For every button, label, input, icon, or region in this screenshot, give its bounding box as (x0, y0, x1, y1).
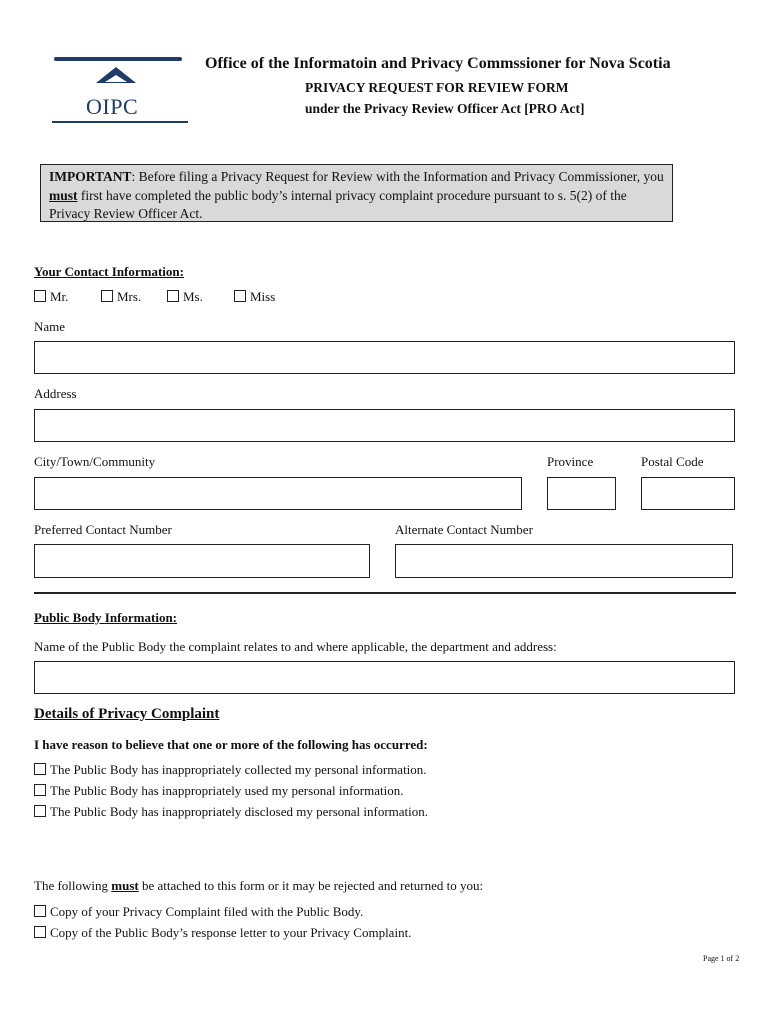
attachments-intro-after: be attached to this form or it may be rejected and returned to you: (138, 878, 484, 893)
checkbox[interactable] (167, 290, 179, 302)
city-label: City/Town/Community (34, 454, 156, 469)
checkbox[interactable] (101, 290, 113, 302)
postal-label: Postal Code (641, 454, 704, 469)
important-label: IMPORTANT (49, 169, 132, 184)
form-title: PRIVACY REQUEST FOR REVIEW FORM (305, 80, 569, 95)
logo-underline (52, 121, 188, 123)
logo-triangle-inner (105, 75, 127, 82)
attachment-complaint[interactable] (34, 904, 363, 920)
option-collected[interactable] (34, 762, 427, 778)
province-field[interactable] (547, 477, 616, 510)
alternate-contact-label: Alternate Contact Number (395, 522, 533, 537)
attachment-complaint-label: Copy of your Privacy Complaint filed with the Public Body. (50, 904, 364, 919)
title-ms-label: Ms. (183, 289, 203, 304)
option-used[interactable] (34, 783, 403, 799)
option-disclosed[interactable] (34, 804, 428, 820)
address-label: Address (34, 386, 77, 401)
attachments-intro-before: The following (34, 878, 112, 893)
important-must: must (49, 187, 78, 203)
public-body-label: Name of the Public Body the complaint relates to and where applicable, the department and address: (34, 639, 557, 654)
details-intro: I have reason to believe that one or more of the following has occurred: (34, 737, 428, 752)
checkbox[interactable] (34, 784, 46, 796)
checkbox[interactable] (34, 805, 46, 817)
logo-text: OIPC (86, 94, 139, 119)
contact-heading: Your Contact Information: (34, 264, 184, 279)
name-field[interactable] (34, 341, 735, 374)
title-mr[interactable] (34, 289, 68, 305)
option-collected-label: The Public Body has inappropriately collected my personal information. (50, 762, 427, 777)
title-mr-label: Mr. (50, 289, 69, 304)
section-divider (34, 592, 736, 594)
act-line: under the Privacy Review Officer Act [PRO Act] (305, 101, 585, 116)
preferred-contact-label: Preferred Contact Number (34, 522, 172, 537)
postal-code-field[interactable] (641, 477, 735, 510)
page-number: Page 1 of 2 (703, 954, 740, 963)
details-heading: Details of Privacy Complaint (34, 706, 220, 722)
important-text-before: : Before filing a Privacy Request for Review with the Information and Privacy Commissioner, you (131, 169, 664, 184)
attachments-intro (34, 878, 483, 894)
alternate-contact-field[interactable] (395, 544, 733, 578)
option-used-label: The Public Body has inappropriately used my personal information. (50, 783, 404, 798)
title-mrs-label: Mrs. (117, 289, 142, 304)
title-mrs[interactable] (101, 289, 141, 305)
province-label: Province (547, 454, 594, 469)
title-miss-label: Miss (250, 289, 276, 304)
logo-bar (54, 57, 182, 61)
attachment-response[interactable] (34, 925, 411, 941)
important-text-after: first have completed the public body’s internal privacy complaint procedure pursuant to s. 5(2) of the Privacy Review Officer Act. (49, 187, 627, 221)
checkbox[interactable] (234, 290, 246, 302)
attachment-response-label: Copy of the Public Body’s response letter to your Privacy Complaint. (50, 925, 412, 940)
checkbox[interactable] (34, 926, 46, 938)
important-notice (40, 164, 673, 222)
address-field[interactable] (34, 409, 735, 442)
public-body-field[interactable] (34, 661, 735, 694)
office-title: Office of the Informatoin and Privacy Commssioner for Nova Scotia (205, 55, 671, 72)
attachments-must: must (111, 878, 139, 893)
checkbox[interactable] (34, 905, 46, 917)
city-field[interactable] (34, 477, 522, 510)
name-label: Name (34, 319, 66, 334)
title-miss[interactable] (234, 289, 275, 305)
checkbox[interactable] (34, 290, 46, 302)
option-disclosed-label: The Public Body has inappropriately disclosed my personal information. (50, 804, 429, 819)
preferred-contact-field[interactable] (34, 544, 370, 578)
public-body-heading: Public Body Information: (34, 610, 178, 625)
title-ms[interactable] (167, 289, 203, 305)
checkbox[interactable] (34, 763, 46, 775)
